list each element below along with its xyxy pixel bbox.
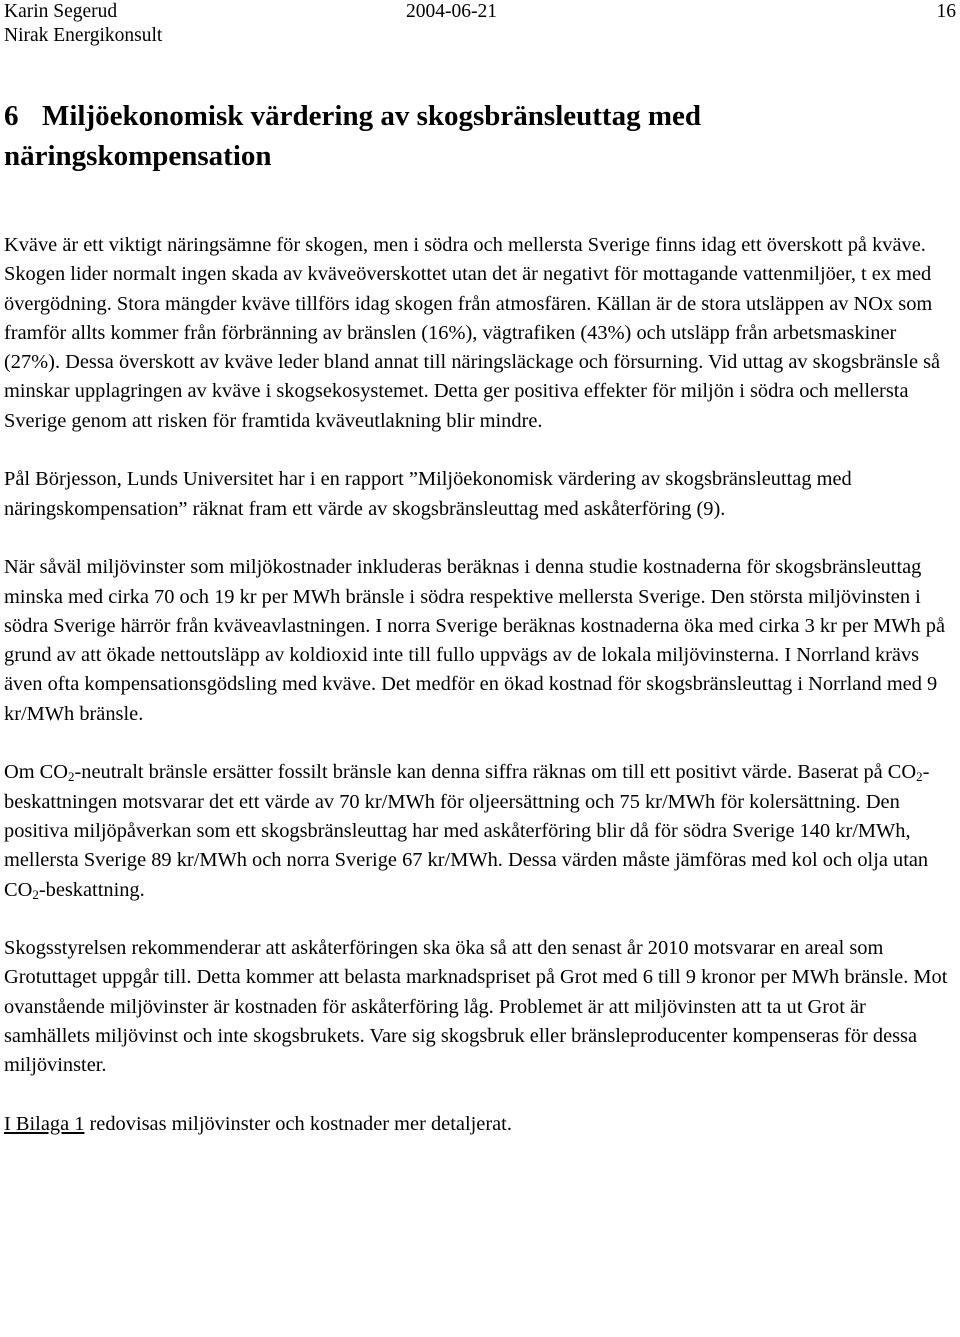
text-run: - beskattningen motsvarar det ett värde av 70 kr/MWh för oljeersättning och 75 kr/MWh för kolersättning. Den positiva miljöpåverkan som ett skogsbränsleuttag har med askåterföring blir då för södra Sverige 140 kr/MWh, mellersta Sverige 89 kr/MWh och norra Sverige 67 kr/MWh. Dessa värden måste jämföras med kol och olja utan CO [4, 761, 930, 901]
appendix-link[interactable]: I Bilaga 1 [4, 1112, 85, 1135]
header-page-number: 16 [936, 1, 956, 22]
header-company: Nirak Energikonsult [4, 25, 163, 46]
paragraph-report-reference: Pål Börjesson, Lunds Universitet har i en rapport ”Miljöekonomisk värdering av skogsbränsleuttag med näringskompensation” räknat fram ett värde av skogsbränsleuttag med askåterföring (9). [4, 468, 852, 520]
section-heading [4, 96, 944, 176]
section-number: 6 [4, 100, 19, 132]
subscript: 2 [916, 769, 923, 785]
paragraph-co2-value [4, 758, 956, 904]
section-title: Miljöekonomisk värdering av skogsbränsleuttag med näringskompensation [4, 100, 701, 172]
text-run: redovisas miljövinster och kostnader mer detaljerat. [84, 1112, 512, 1135]
paragraph-appendix-reference [4, 1110, 956, 1139]
subscript: 2 [68, 769, 75, 785]
header-author: Karin Segerud [4, 1, 118, 22]
subscript: 2 [32, 886, 39, 902]
header-date: 2004-06-21 [406, 1, 497, 22]
paragraph-ash-recycling: Skogsstyrelsen rekommenderar att askåterföringen ska öka så att den senast år 2010 motsvarar en areal som Grotuttaget uppgår till. Detta kommer att belasta marknadspriset på Grot med 6 till 9 kronor per MWh bränsle. Mot ovanstående miljövinster är kostnaden för askåterföring låg. Problemet är att miljövinsten att ta ut Grot är samhällets miljövinst och inte skogsbrukets. Vare sig skogsbruk eller bränsleproducenter kompenseras för dessa miljövinster. [4, 937, 948, 1077]
paragraph-nitrogen: Kväve är ett viktigt näringsämne för skogen, men i södra och mellersta Sverige finns idag ett överskott på kväve. Skogen lider normalt ingen skada av kväveöverskottet utan det är negativt för mottagande vattenmiljöer, t ex med övergödning. Stora mängder kväve tillförs idag skogen från atmosfären. Källan är de stora utsläppen av NOx som framför allts kommer från förbränning av bränslen (16%), vägtrafiken (43%) och utsläpp från arbetsmaskiner (27%). Dessa överskott av kväve leder bland annat till näringsläckage och försurning. Vid uttag av skogsbränsle så minskar upplagringen av kväve i skogsekosystemet. Detta ger positiva effekter för miljön i södra och mellersta Sverige genom att risken för framtida kväveutlakning blir mindre. [4, 234, 941, 432]
paragraph-cost-estimates: När såväl miljövinster som miljökostnader inkluderas beräknas i denna studie kostnaderna för skogsbränsleuttag minska med cirka 70 och 19 kr per MWh bränsle i södra respektive mellersta Sverige. Den största miljövinsten i södra Sverige härrör från kväveavlastningen. I norra Sverige beräknas kostnaderna öka med cirka 3 kr per MWh på grund av att ökade nettoutsläpp av koldioxid inte till fullo uppvägs av de lokala miljövinsterna. I Norrland krävs även ofta kompensationsgödsling med kväve. Det medför en ökad kostnad för skogsbränsleuttag i Norrland med 9 kr/MWh bränsle. [4, 556, 946, 725]
text-run: -neutralt bränsle ersätter fossilt bränsle kan denna siffra räknas om till ett positivt värde. Baserat på CO [74, 761, 917, 784]
body-text [4, 231, 956, 1169]
page-header [4, 0, 956, 50]
text-run: -beskattning. [38, 878, 145, 901]
text-run: Om CO [4, 761, 69, 784]
